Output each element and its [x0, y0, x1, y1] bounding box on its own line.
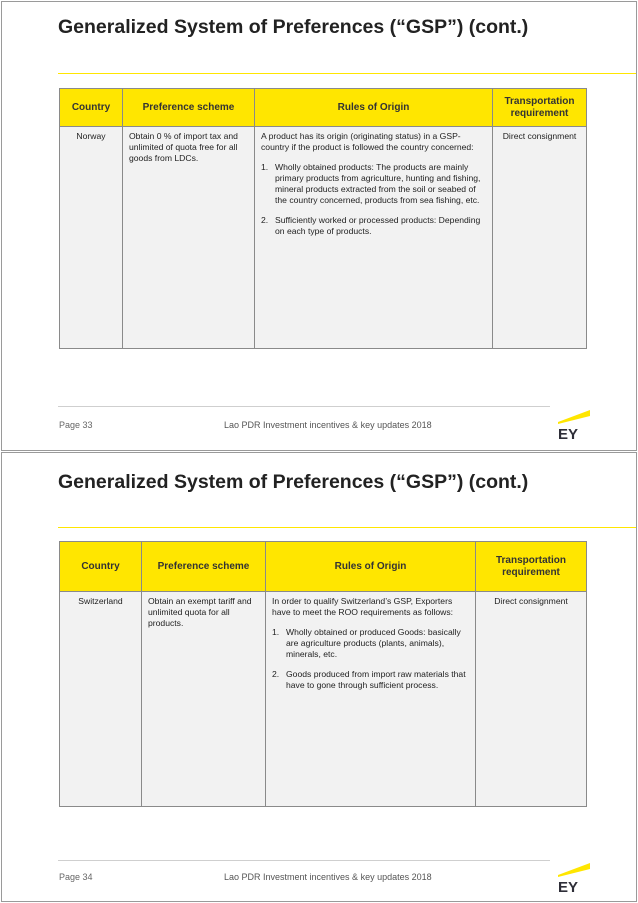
list-text: Wholly obtained or produced Goods: basically are agriculture products (plants, animals), minerals, etc. — [286, 627, 461, 659]
rules-intro: In order to qualify Switzerland’s GSP, Exporters have to meet the ROO requirements as follows: — [272, 596, 454, 617]
header-rules-of-origin: Rules of Origin — [255, 89, 493, 127]
list-number: 2. — [261, 215, 269, 225]
ey-logo — [556, 410, 590, 440]
table-row — [60, 592, 587, 807]
header-transportation-requirement: Transportation requirement — [476, 542, 587, 592]
footer-divider — [58, 860, 550, 861]
slide-title: Generalized System of Preferences (“GSP”) (cont.) — [58, 16, 529, 38]
list-item — [272, 669, 469, 691]
list-text: Goods produced from import raw materials that have to gone through sufficient process. — [286, 669, 466, 690]
cell-preference-scheme: Obtain 0 % of import tax and unlimited of quota free for all goods from LDCs. — [123, 127, 255, 349]
header-preference-scheme: Preference scheme — [142, 542, 266, 592]
list-item — [261, 162, 486, 206]
ey-logo — [556, 863, 590, 893]
list-number: 2. — [272, 669, 280, 679]
rules-list — [261, 162, 486, 237]
cell-country: Norway — [60, 127, 123, 349]
footer-text: Lao PDR Investment incentives & key updates 2018 — [224, 872, 432, 882]
cell-country: Switzerland — [60, 592, 142, 807]
cell-rules-of-origin — [266, 592, 476, 807]
cell-transportation: Direct consignment — [476, 592, 587, 807]
table-row — [60, 127, 587, 349]
list-item — [261, 215, 486, 237]
header-country: Country — [60, 89, 123, 127]
footer-divider — [58, 406, 550, 407]
title-underline — [58, 527, 636, 528]
page-number: Page 34 — [59, 872, 93, 882]
rules-list — [272, 627, 469, 691]
header-rules-of-origin: Rules of Origin — [266, 542, 476, 592]
list-number: 1. — [261, 162, 269, 172]
table-header-row — [60, 89, 587, 127]
gsp-table — [59, 541, 587, 807]
list-item — [272, 627, 469, 660]
logo-text: EY — [558, 426, 579, 440]
cell-preference-scheme: Obtain an exempt tariff and unlimited quota for all products. — [142, 592, 266, 807]
slide-title: Generalized System of Preferences (“GSP”) (cont.) — [58, 471, 529, 493]
list-text: Sufficiently worked or processed products: Depending on each type of products. — [275, 215, 481, 236]
header-country: Country — [60, 542, 142, 592]
header-transportation-requirement: Transportation requirement — [493, 89, 587, 127]
slide-page-33 — [1, 1, 637, 451]
title-underline — [58, 73, 636, 74]
slide-page-34 — [1, 452, 637, 902]
cell-rules-of-origin — [255, 127, 493, 349]
cell-transportation: Direct consignment — [493, 127, 587, 349]
header-preference-scheme: Preference scheme — [123, 89, 255, 127]
list-text: Wholly obtained products: The products are mainly primary products from agriculture, hunting and fishing, mineral products extracted from the soil or seabed of the country concerned, products from sea fishing, etc. — [275, 162, 481, 205]
list-number: 1. — [272, 627, 280, 637]
gsp-table — [59, 88, 587, 349]
logo-text: EY — [558, 879, 579, 893]
rules-intro: A product has its origin (originating status) in a GSP-country if the product is followed the country concerned: — [261, 131, 474, 152]
footer-text: Lao PDR Investment incentives & key updates 2018 — [224, 420, 432, 430]
page-number: Page 33 — [59, 420, 93, 430]
table-header-row — [60, 542, 587, 592]
